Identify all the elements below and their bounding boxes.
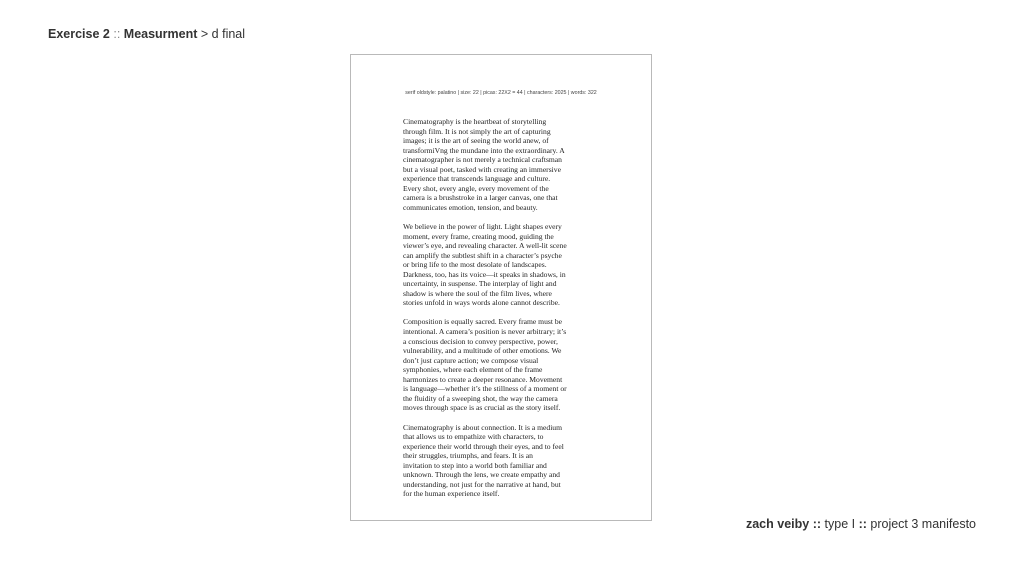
type-spec-line: serif oldstyle: palatino | size: 22 | picas: 22X2 = 44 | characters: 2025 | words: 322 <box>405 90 597 96</box>
text-line: don’t just capture action; we compose visual <box>403 355 539 365</box>
text-line: stories unfold in ways words alone cannot describe. <box>403 298 560 308</box>
text-line: unknown. Through the lens, we create empathy and <box>403 470 560 480</box>
text-line: Darkness, too, has its voice—it speaks in shadows, in <box>403 269 566 279</box>
title-separator: :: <box>113 27 121 41</box>
text-line: for the human experience itself. <box>403 489 500 499</box>
paragraph-4 <box>403 423 608 499</box>
text-line: understanding, not just for the narrative at hand, but <box>403 479 561 489</box>
text-line: that allows us to empathize with characters, to <box>403 432 544 442</box>
author-name: zach veiby <box>745 517 810 531</box>
manifesto-body <box>403 117 608 508</box>
text-line: transformiVng the mundane into the extraordinary. A <box>403 145 565 155</box>
credit-separator: :: <box>812 517 822 531</box>
text-line: is language—whether it’s the stillness of a moment or <box>403 384 567 394</box>
section-label: Measurment <box>123 27 198 41</box>
text-line: moves through space is as crucial as the story itself. <box>403 403 561 413</box>
project-name: project 3 manifesto <box>870 517 976 531</box>
text-line: communicates emotion, tension, and beauty. <box>403 202 538 212</box>
paragraph-3 <box>403 317 608 412</box>
course-name: type I <box>824 517 856 531</box>
text-line: camera is a brushstroke in a larger canvas, one that <box>403 193 558 203</box>
text-line: harmonizes to create a deeper resonance. Movement <box>403 374 563 384</box>
page-title <box>48 27 245 41</box>
text-line: viewer’s eye, and revealing character. A well-lit scene <box>403 241 567 251</box>
text-line: cinematographer is not merely a technical craftsman <box>403 155 562 165</box>
paragraph-2 <box>403 222 608 308</box>
exercise-label: Exercise 2 <box>48 27 110 41</box>
text-line: the fluidity of a sweeping shot, the way the camera <box>403 393 558 403</box>
credit-separator-2: :: <box>858 517 867 531</box>
text-line: moment, every frame, creating mood, guiding the <box>403 231 554 241</box>
text-line: can amplify the subtlest shift in a character’s psyche <box>403 250 562 260</box>
paragraph-1 <box>403 117 608 212</box>
subsection-label: > d final <box>200 27 246 41</box>
text-line: their struggles, triumphs, and fears. It is an <box>403 451 533 461</box>
text-line: Cinematography is the heartbeat of storytelling <box>403 117 547 126</box>
text-line: through film. It is not simply the art of capturing <box>403 126 551 136</box>
text-line: uncertainty, in suspense. The interplay of light and <box>403 279 557 289</box>
text-line: shadow is where the soul of the film lives, where <box>403 288 552 298</box>
text-line: vulnerability, and a multitude of other emotions. We <box>403 346 562 356</box>
text-line: a conscious decision to convey perspective, power, <box>403 336 558 346</box>
document-page <box>350 54 652 521</box>
text-line: intentional. A camera’s position is never arbitrary; it’s <box>403 327 567 337</box>
text-line: but a visual poet, tasked with creating an immersive <box>403 164 561 174</box>
text-line: symphonies, where each element of the frame <box>403 365 543 375</box>
text-line: experience that transcends language and culture. <box>403 174 551 184</box>
credit-line <box>746 517 976 531</box>
text-line: invitation to step into a world both familiar and <box>403 460 547 470</box>
text-line: Every shot, every angle, every movement of the <box>403 183 549 193</box>
text-line: images; it is the art of seeing the world anew, of <box>403 136 549 146</box>
text-line: or bring life to the most desolate of landscapes. <box>403 260 547 270</box>
text-line: Cinematography is about connection. It is a medium <box>403 422 563 432</box>
text-line: Composition is equally sacred. Every frame must be <box>403 317 563 327</box>
text-line: We believe in the power of light. Light shapes every <box>403 222 562 232</box>
text-line: experience their world through their eyes, and to feel <box>403 441 564 451</box>
